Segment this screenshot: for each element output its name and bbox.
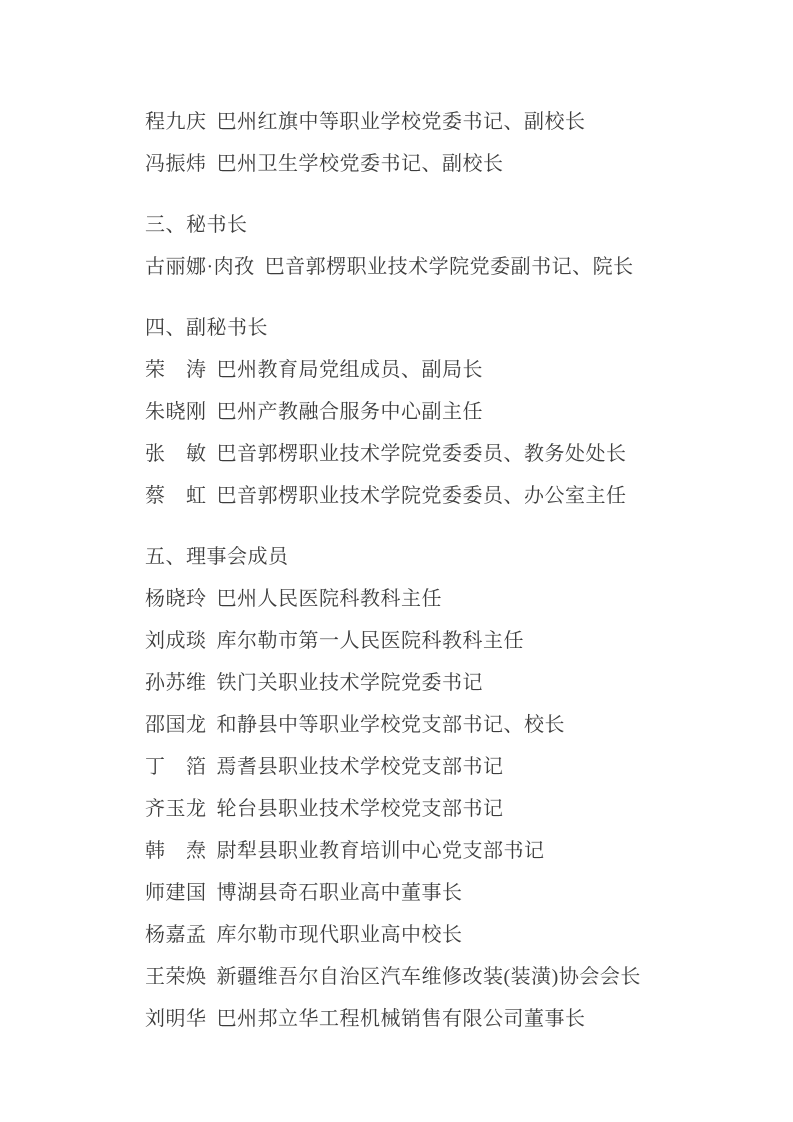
member-title: 铁门关职业技术学院党委书记 <box>216 672 483 694</box>
document-content <box>145 101 753 1040</box>
member-entry <box>145 578 753 620</box>
member-entry <box>145 704 753 746</box>
member-title: 巴音郭楞职业技术学院党委委员、教务处处长 <box>216 443 627 465</box>
member-title: 尉犁县职业教育培训中心党支部书记 <box>216 840 545 862</box>
member-name: 丁 箔 <box>145 756 207 778</box>
member-name: 朱晓刚 <box>145 401 207 423</box>
member-title: 巴州人民医院科教科主任 <box>216 588 442 610</box>
member-title: 巴音郭楞职业技术学院党委委员、办公室主任 <box>216 485 627 507</box>
member-entry <box>145 475 753 517</box>
member-entry <box>145 391 753 433</box>
member-title: 博湖县奇石职业高中董事长 <box>216 882 463 904</box>
member-name: 荣 涛 <box>145 359 207 381</box>
member-name: 刘明华 <box>145 1008 207 1030</box>
member-name: 程九庆 <box>145 111 207 133</box>
member-title: 库尔勒市第一人民医院科教科主任 <box>216 630 524 652</box>
member-name: 韩 焘 <box>145 840 207 862</box>
member-entry <box>145 956 753 998</box>
member-name: 齐玉龙 <box>145 798 207 820</box>
member-name: 邵国龙 <box>145 714 207 736</box>
member-entry <box>145 349 753 391</box>
member-name: 张 敏 <box>145 443 207 465</box>
member-entry <box>145 914 753 956</box>
member-name: 孙苏维 <box>145 672 207 694</box>
member-title: 巴州邦立华工程机械销售有限公司董事长 <box>216 1008 586 1030</box>
member-entry <box>145 872 753 914</box>
member-title: 和静县中等职业学校党支部书记、校长 <box>216 714 565 736</box>
member-title: 库尔勒市现代职业高中校长 <box>216 924 463 946</box>
member-entry <box>145 620 753 662</box>
member-name: 王荣焕 <box>145 966 207 988</box>
member-entry <box>145 143 753 185</box>
member-name: 蔡 虹 <box>145 485 207 507</box>
member-entry <box>145 998 753 1040</box>
member-name: 师建国 <box>145 882 207 904</box>
member-entry <box>145 830 753 872</box>
member-entry <box>145 788 753 830</box>
member-title: 轮台县职业技术学校党支部书记 <box>216 798 504 820</box>
section-heading: 五、理事会成员 <box>145 546 289 568</box>
member-name: 古丽娜·肉孜 <box>145 256 255 278</box>
member-name: 刘成琰 <box>145 630 207 652</box>
member-entry <box>145 101 753 143</box>
member-title: 巴州红旗中等职业学校党委书记、副校长 <box>216 111 586 133</box>
member-entry <box>145 433 753 475</box>
member-title: 巴州产教融合服务中心副主任 <box>216 401 483 423</box>
member-title: 巴州卫生学校党委书记、副校长 <box>216 153 504 175</box>
member-title: 新疆维吾尔自治区汽车维修改装(装潢)协会会长 <box>216 966 641 988</box>
member-name: 杨晓玲 <box>145 588 207 610</box>
member-title: 焉耆县职业技术学校党支部书记 <box>216 756 504 778</box>
section-heading: 三、秘书长 <box>145 214 248 236</box>
member-name: 冯振炜 <box>145 153 207 175</box>
member-name: 杨嘉孟 <box>145 924 207 946</box>
member-entry <box>145 246 753 288</box>
member-entry <box>145 662 753 704</box>
member-title: 巴州教育局党组成员、副局长 <box>216 359 483 381</box>
member-title: 巴音郭楞职业技术学院党委副书记、院长 <box>264 256 634 278</box>
member-entry <box>145 746 753 788</box>
section-heading: 四、副秘书长 <box>145 317 268 339</box>
